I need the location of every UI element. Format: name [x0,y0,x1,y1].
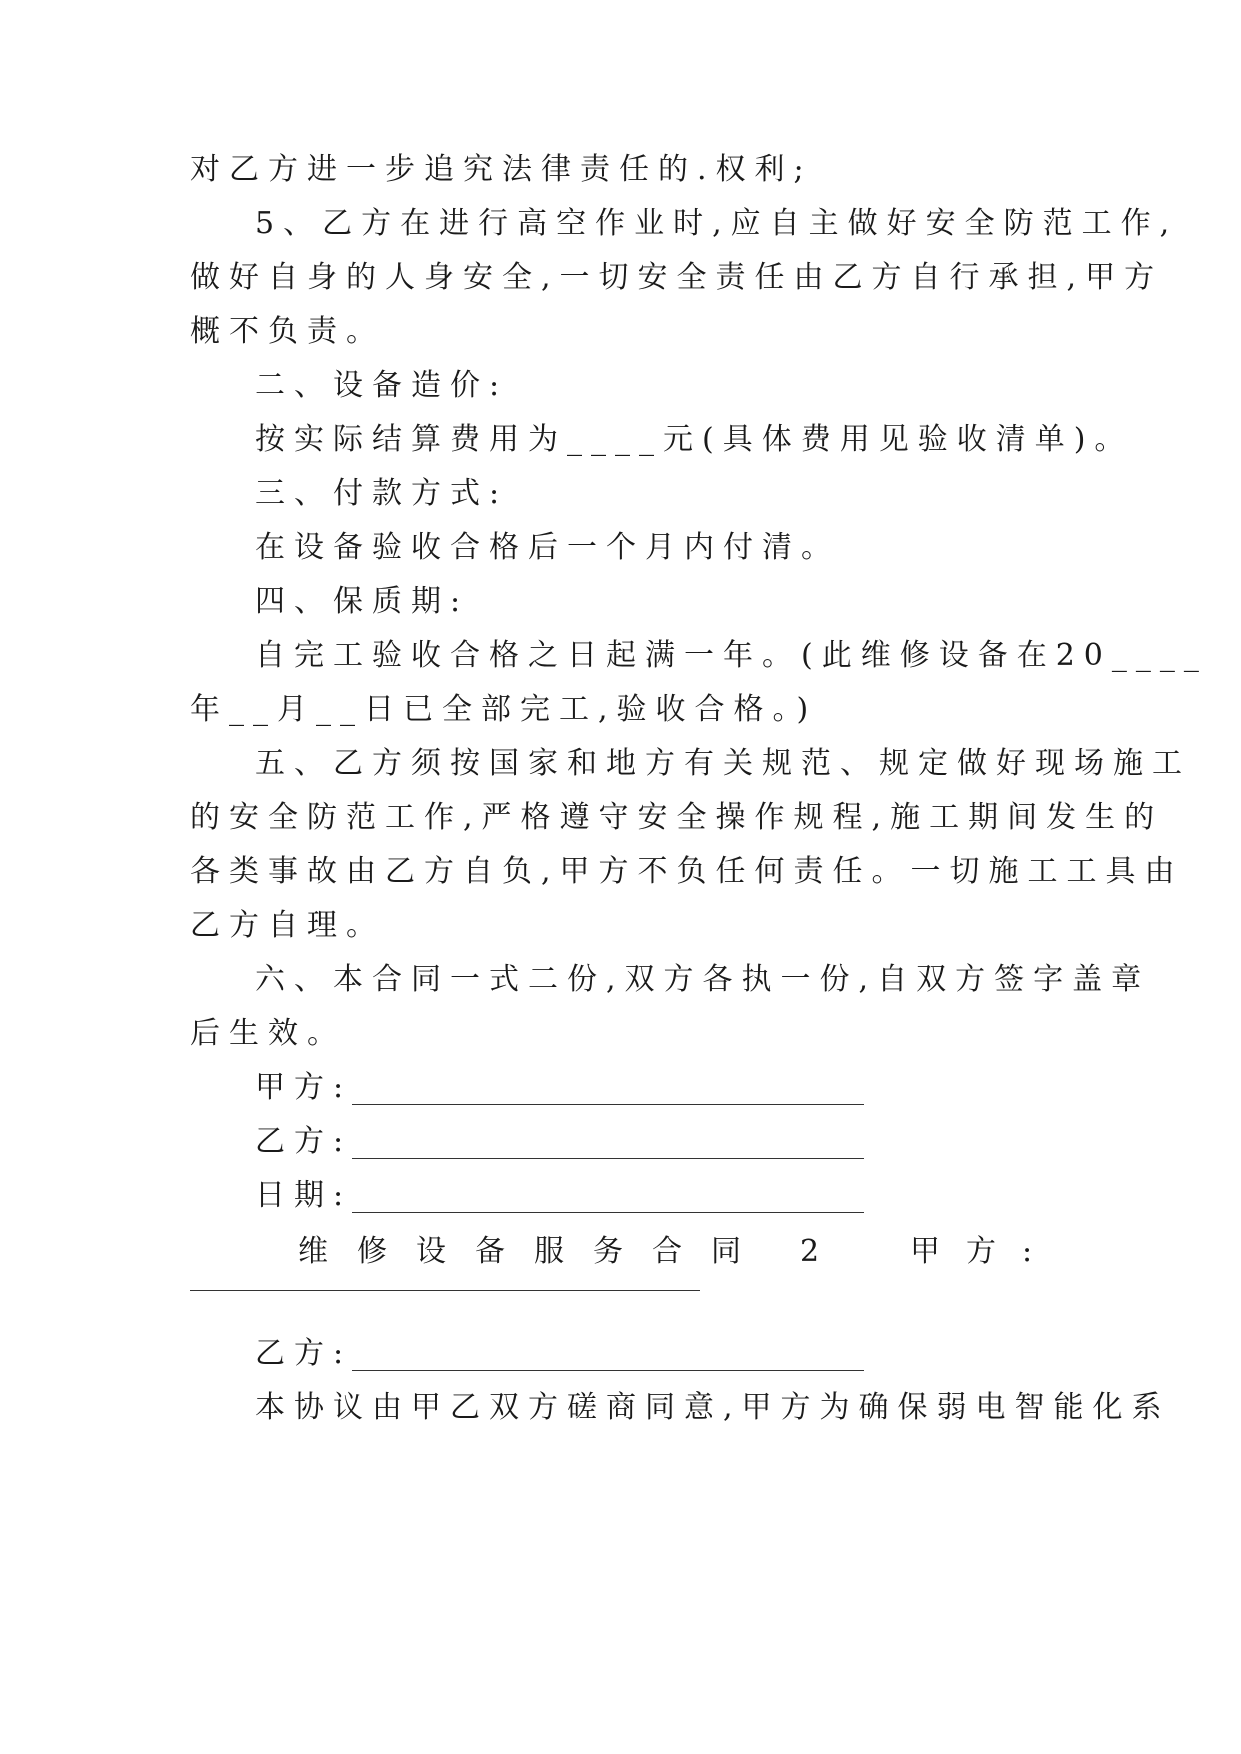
party-b-signature-line [352,1158,864,1159]
date-signature-line [352,1212,864,1213]
section-heading: 四、保质期: [255,584,470,619]
party-b-label: 乙方: [255,1124,353,1159]
paragraph-line: 后生效。 [190,1016,346,1051]
paragraph-line: 做好自身的人身安全,一切安全责任由乙方自行承担,甲方 [190,260,1164,295]
paragraph-line: 5、乙方在进行高空作业时,应自主做好安全防范工作, [255,206,1179,241]
paragraph-line: 自完工验收合格之日起满一年。(此维修设备在20____ [255,638,1208,673]
contract-2-party-a-label: 甲方: [910,1234,1059,1269]
date-label: 日期: [255,1178,353,1213]
paragraph-line: 对乙方进一步追究法律责任的.权利; [190,152,813,187]
paragraph-line: 年__月__日已全部完工,验收合格。) [190,692,818,727]
paragraph-line: 乙方自理。 [190,908,385,943]
contract-2-party-b-label: 乙方: [255,1336,353,1371]
contract-2-title [298,1232,848,1272]
party-a-signature-line [352,1104,864,1105]
section-heading: 三、付款方式: [255,476,509,511]
contract-2-number: 2 [800,1234,849,1269]
paragraph-line: 六、本合同一式二份,双方各执一份,自双方签字盖章 [255,962,1151,997]
contract-2-title-text: 维修设备服务合同 [298,1234,770,1269]
paragraph-line: 的安全防范工作,严格遵守安全操作规程,施工期间发生的 [190,800,1164,835]
paragraph-line: 按实际结算费用为____元(具体费用见验收清单)。 [255,422,1134,457]
contract-2-party-a-signature-line [190,1290,700,1291]
paragraph-line: 五、乙方须按国家和地方有关规范、规定做好现场施工 [255,746,1191,781]
party-a-label: 甲方: [255,1070,353,1105]
contract-2-party-b-signature-line [352,1370,864,1371]
paragraph-line: 各类事故由乙方自负,甲方不负任何责任。一切施工工具由 [190,854,1184,889]
contract-2-intro: 本协议由甲乙双方磋商同意,甲方为确保弱电智能化系 [255,1390,1171,1425]
section-heading: 二、设备造价: [255,368,509,403]
paragraph-line: 概不负责。 [190,314,385,349]
paragraph-line: 在设备验收合格后一个月内付清。 [255,530,840,565]
